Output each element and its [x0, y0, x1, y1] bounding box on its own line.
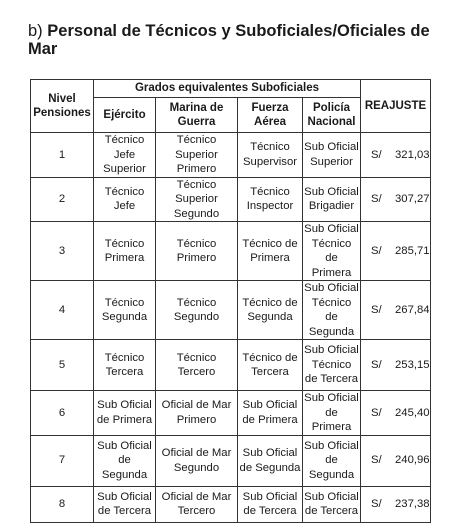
table-body — [31, 133, 431, 523]
cell-reajuste — [361, 133, 431, 178]
header-nivel-pensiones: Nivel Pensiones — [31, 80, 94, 133]
cell-policia-nacional: Sub Oficial Técnico de Segunda — [304, 282, 359, 338]
cell-nivel: 4 — [31, 281, 94, 340]
reajuste-amount: 245,40 — [395, 406, 430, 419]
reajuste-amount: 267,84 — [395, 303, 430, 316]
table-row — [31, 177, 431, 222]
reajuste-amount: 307,27 — [395, 193, 430, 205]
cell-fuerza-aerea: Sub Oficial de Segunda — [238, 435, 303, 486]
cell-marina-de-guerra: Oficial de Mar Segundo — [156, 435, 238, 486]
table-row — [31, 391, 431, 436]
currency-symbol: S/ — [371, 454, 382, 467]
cell-policia-nacional: Sub Oficial Superior — [303, 133, 361, 178]
cell-nivel: 2 — [31, 177, 94, 222]
cell-policia-nacional: Sub Oficial de Primera — [304, 392, 359, 433]
cell-fuerza-aerea: Técnico Supervisor — [238, 133, 303, 178]
table-row — [31, 133, 431, 178]
cell-ejercito: Técnico Segunda — [94, 281, 156, 340]
cell-policia-nacional: Sub Oficial de Tercera — [303, 486, 361, 522]
currency-symbol: S/ — [371, 303, 382, 316]
header-policia-nacional: Policía Nacional — [303, 98, 361, 133]
cell-reajuste — [361, 222, 431, 281]
cell-marina-de-guerra: Técnico Superior Segundo — [156, 177, 238, 222]
cell-nivel: 1 — [31, 133, 94, 178]
currency-symbol: S/ — [371, 193, 382, 205]
cell-ejercito: Sub Oficial de Primera — [94, 391, 156, 436]
table-row — [31, 340, 431, 391]
reajuste-amount: 285,71 — [395, 244, 430, 257]
cell-marina-de-guerra: Técnico Primero — [156, 222, 238, 281]
cell-ejercito: Sub Oficial de Segunda — [94, 435, 156, 486]
reajuste-amount: 253,15 — [395, 358, 430, 371]
cell-policia-nacional: Sub Oficial Brigadier — [303, 177, 361, 222]
reajuste-amount: 240,96 — [395, 454, 430, 467]
cell-reajuste — [361, 486, 431, 522]
cell-fuerza-aerea: Técnico de Segunda — [238, 281, 303, 340]
cell-fuerza-aerea: Técnico de Tercera — [238, 340, 303, 391]
reajuste-amount: 321,03 — [395, 148, 430, 161]
cell-nivel: 7 — [31, 435, 94, 486]
table-row — [31, 486, 431, 522]
cell-nivel: 6 — [31, 391, 94, 436]
cell-ejercito: Técnico Jefe — [94, 177, 156, 222]
cell-nivel: 8 — [31, 486, 94, 522]
cell-policia-nacional: Sub Oficial Técnico de Tercera — [303, 340, 361, 391]
section-heading — [28, 22, 448, 58]
cell-fuerza-aerea: Técnico de Primera — [238, 222, 303, 281]
cell-reajuste — [361, 177, 431, 222]
currency-symbol: S/ — [371, 358, 382, 371]
cell-marina-de-guerra: Técnico Superior Primero — [156, 133, 238, 178]
cell-ejercito: Técnico Primera — [94, 222, 156, 281]
cell-nivel: 5 — [31, 340, 94, 391]
currency-symbol: S/ — [371, 406, 382, 419]
cell-marina-de-guerra: Técnico Tercero — [156, 340, 238, 391]
cell-ejercito: Técnico Jefe Superior — [94, 133, 156, 178]
cell-policia-nacional: Sub Oficial de Segunda — [303, 435, 361, 486]
currency-symbol: S/ — [371, 497, 382, 510]
cell-reajuste — [361, 391, 431, 436]
cell-reajuste — [361, 281, 431, 340]
table-row — [31, 222, 431, 281]
reajuste-amount: 237,38 — [395, 497, 430, 510]
table-row — [31, 281, 431, 340]
cell-reajuste — [361, 340, 431, 391]
header-marina-de-guerra: Marina de Guerra — [156, 98, 238, 133]
header-grados-equivalentes: Grados equivalentes Suboficiales — [94, 80, 361, 98]
cell-nivel: 3 — [31, 222, 94, 281]
cell-reajuste — [361, 435, 431, 486]
header-reajuste: REAJUSTE — [361, 80, 431, 133]
cell-marina-de-guerra: Oficial de Mar Primero — [156, 391, 238, 436]
section-title: Personal de Técnicos y Suboficiales/Oficiales de Mar — [28, 22, 430, 58]
pension-table — [30, 79, 431, 523]
currency-symbol: S/ — [371, 148, 382, 161]
cell-ejercito: Sub Oficial de Tercera — [94, 486, 156, 522]
currency-symbol: S/ — [371, 244, 382, 257]
cell-fuerza-aerea: Técnico Inspector — [238, 177, 303, 222]
cell-marina-de-guerra: Técnico Segundo — [156, 281, 238, 340]
header-ejercito: Ejército — [94, 98, 156, 133]
cell-fuerza-aerea: Sub Oficial de Primera — [238, 391, 303, 436]
table-row — [31, 435, 431, 486]
cell-policia-nacional: Sub Oficial Técnico de Primera — [304, 223, 359, 279]
cell-fuerza-aerea: Sub Oficial de Tercera — [238, 486, 303, 522]
cell-ejercito: Técnico Tercera — [94, 340, 156, 391]
header-fuerza-aerea: Fuerza Aérea — [238, 98, 303, 133]
section-label: b) — [28, 22, 48, 40]
cell-marina-de-guerra: Oficial de Mar Tercero — [156, 486, 238, 522]
